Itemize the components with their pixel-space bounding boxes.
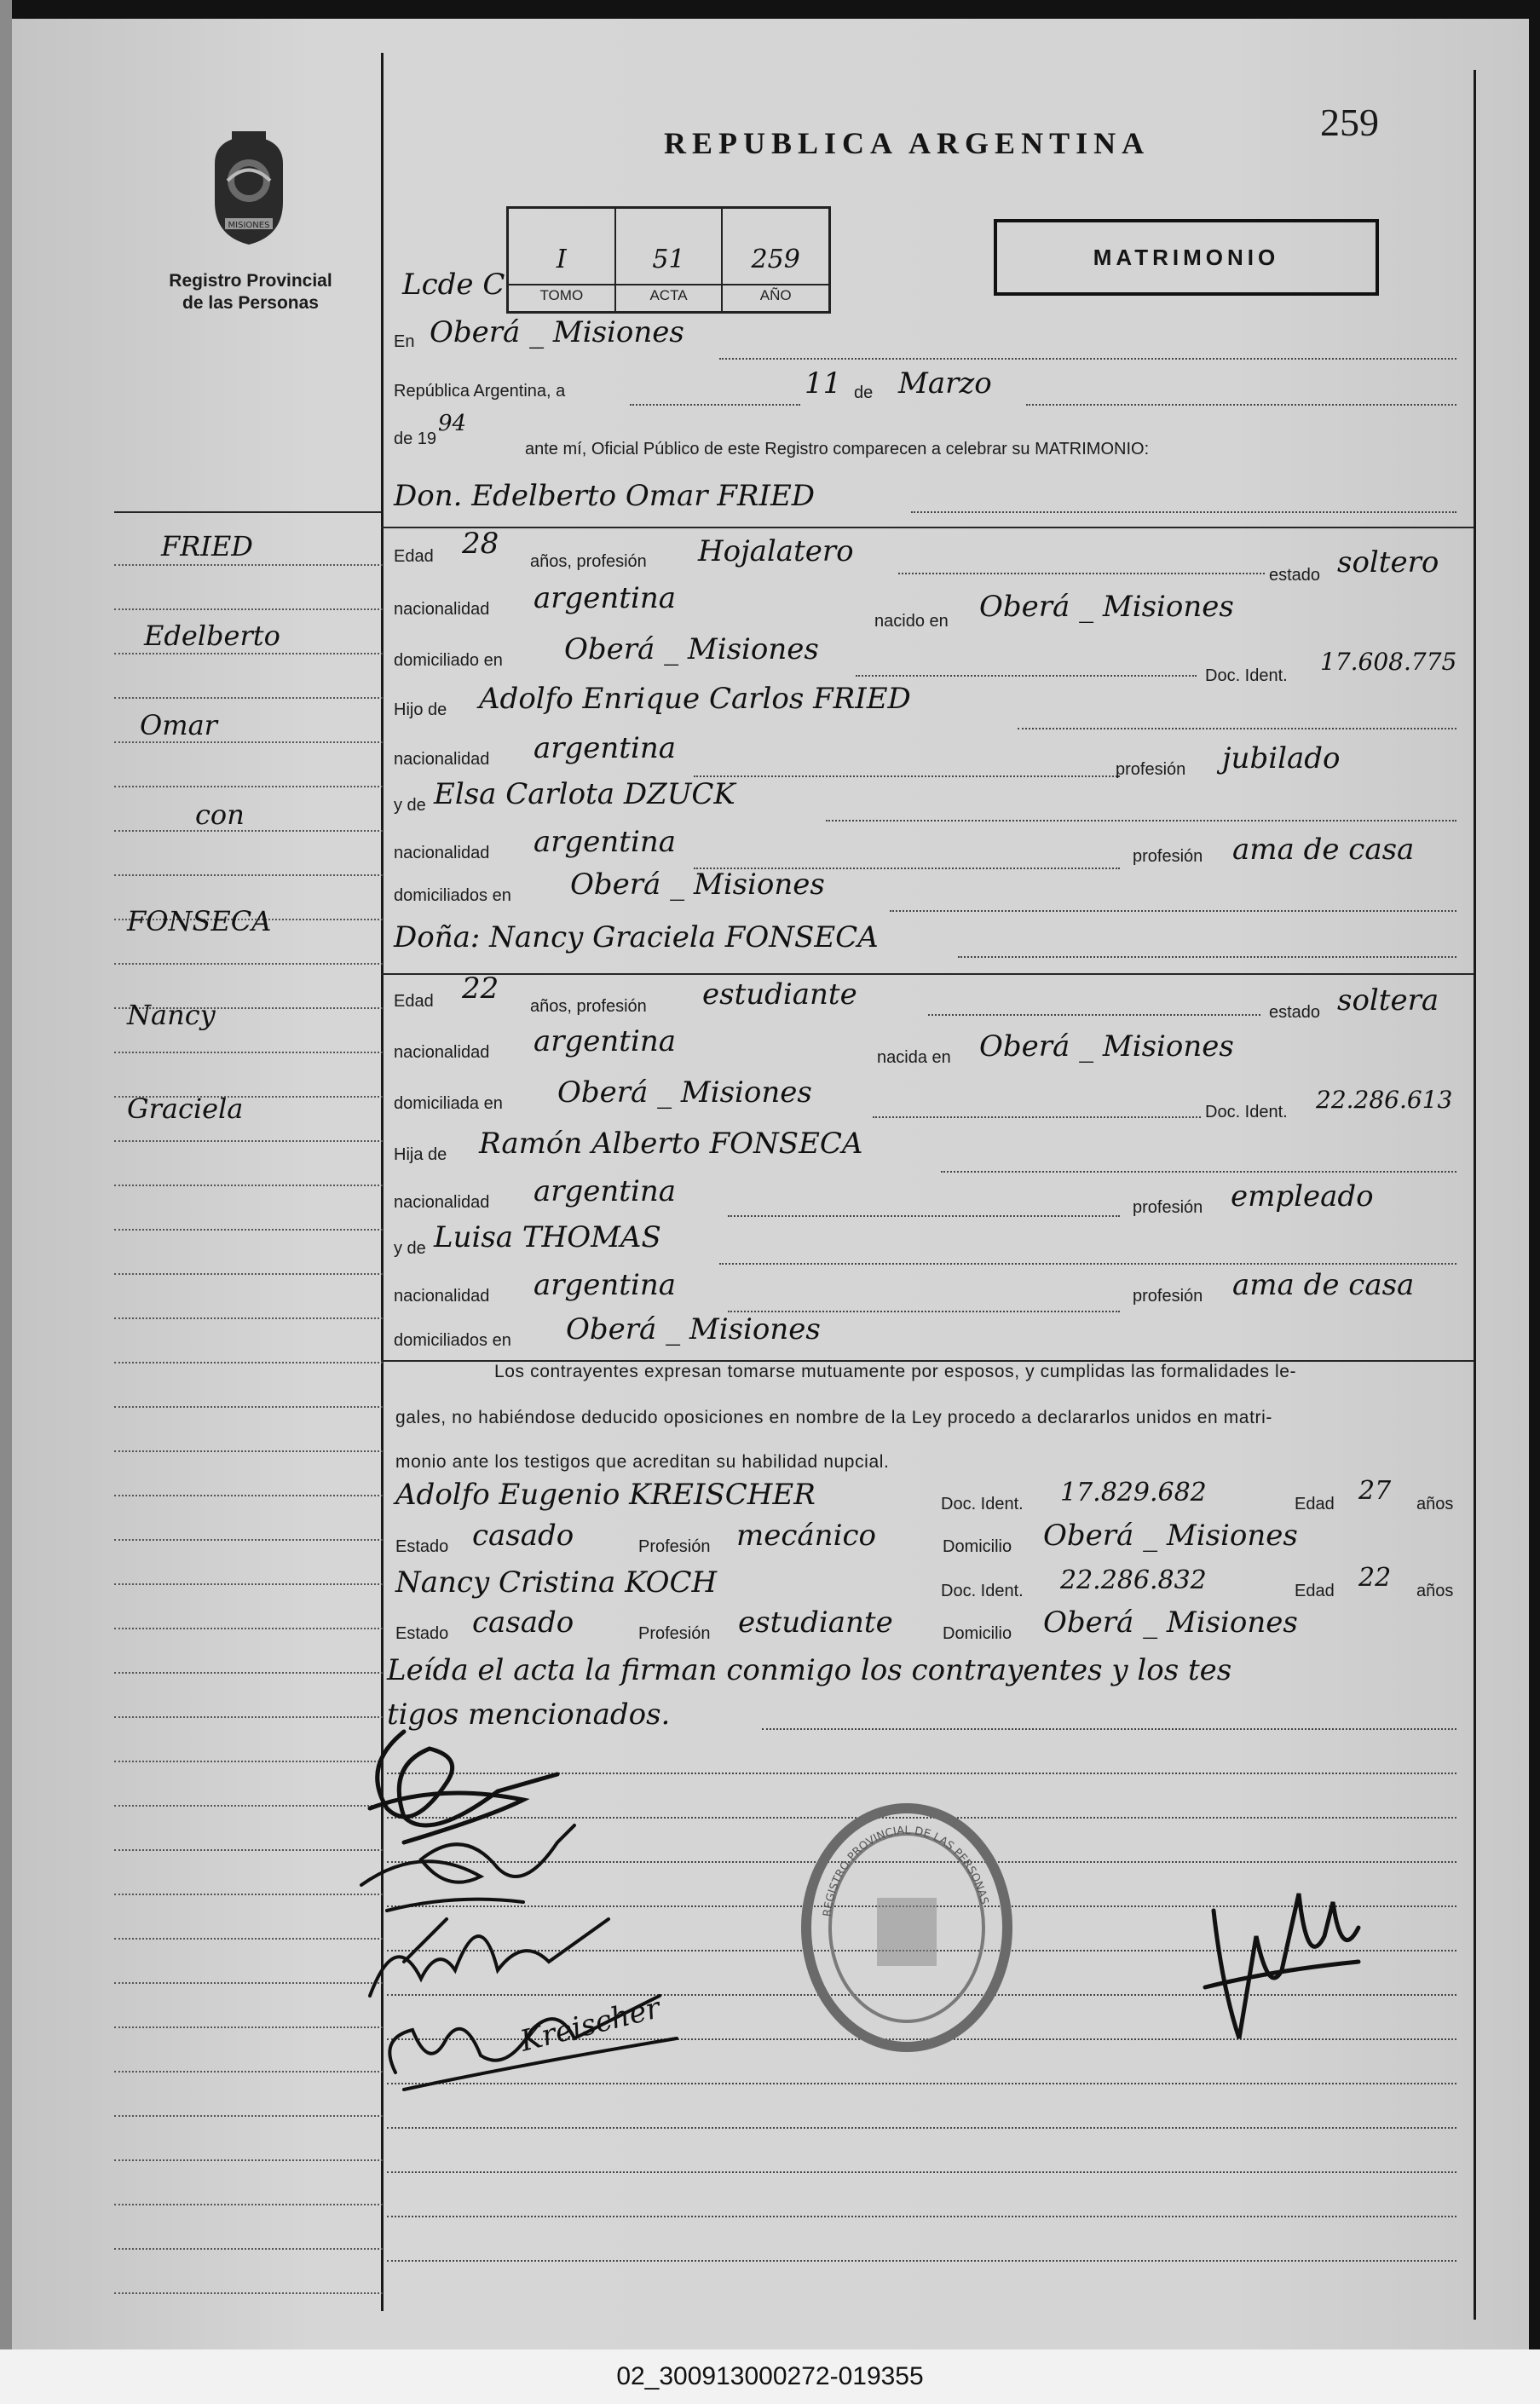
bride-hija-label: Hija de (394, 1145, 447, 1164)
bride-madre-nac: argentina (534, 1268, 677, 1302)
groom-nacionalidad: argentina (534, 581, 677, 615)
year-suffix: 94 (438, 411, 467, 436)
sidebar-bride-first: Nancy (127, 999, 216, 1031)
groom-madre-nac-label: nacionalidad (394, 844, 490, 862)
witness2-doc-label: Doc. Ident. (941, 1582, 1024, 1600)
groom-domicilio-label: domiciliado en (394, 651, 503, 670)
groom-padre-nac: argentina (534, 731, 677, 765)
bride-y-de-label: y de (394, 1239, 426, 1258)
bride-doc-label: Doc. Ident. (1205, 1103, 1288, 1121)
opening-month: Marzo (898, 366, 992, 401)
registry-page (12, 19, 1529, 2349)
groom-hijo-label: Hijo de (394, 700, 447, 719)
book-reference: Lcde C (402, 268, 505, 302)
witness1-name: Adolfo Eugenio KREISCHER (395, 1478, 816, 1512)
anio-cell (723, 209, 828, 311)
acta-value: 51 (652, 245, 685, 274)
bride-nacida-label: nacida en (877, 1048, 951, 1067)
groom-profesion-label: años, profesión (530, 552, 647, 571)
image-id-footer: 02_300913000272-019355 (0, 2349, 1540, 2404)
groom-estado: soltero (1337, 545, 1439, 579)
year-prefix: de 19 (394, 429, 437, 448)
acta-label: ACTA (616, 284, 722, 304)
bride-edad: 22 (462, 971, 499, 1006)
tomo-label: TOMO (509, 284, 614, 304)
groom-estado-label: estado (1269, 566, 1321, 585)
witness2-anos-label: años (1416, 1582, 1454, 1600)
witness1-doc-label: Doc. Ident. (941, 1495, 1024, 1513)
witness2-doc: 22.286.832 (1060, 1565, 1207, 1595)
sidebar-groom-middle: Omar (140, 709, 217, 741)
groom-nacido-label: nacido en (874, 612, 949, 631)
bride-padre-prof: empleado (1231, 1179, 1374, 1214)
official-signature (1205, 1894, 1358, 2038)
witness2-profesion-label: Profesión (638, 1624, 711, 1643)
opening-day: 11 (805, 366, 842, 401)
seal-label: MISIONES (228, 221, 270, 230)
bride-padre-nac: argentina (534, 1174, 677, 1208)
groom-padre-prof: jubilado (1222, 741, 1341, 775)
reference-table (506, 206, 831, 314)
sidebar-bride-middle: Graciela (127, 1092, 244, 1125)
witness2-domicilio-label: Domicilio (943, 1624, 1012, 1643)
groom-doc-label: Doc. Ident. (1205, 666, 1288, 685)
groom-domicilio: Oberá _ Misiones (564, 632, 819, 666)
sidebar-top-rule (114, 511, 381, 513)
bride-madre: Luisa THOMAS (434, 1220, 661, 1254)
witness1-signature (370, 1919, 609, 1996)
groom-y-de-label: y de (394, 796, 426, 815)
witness2-estado: casado (472, 1606, 574, 1640)
en-label: En (394, 332, 415, 351)
witness2-signature-text: Kreischer (516, 1991, 664, 2059)
groom-madre: Elsa Carlota DZUCK (434, 777, 735, 811)
witness1-domicilio-label: Domicilio (943, 1537, 1012, 1556)
bride-nacionalidad: argentina (534, 1024, 677, 1058)
witness2-edad: 22 (1358, 1563, 1392, 1593)
groom-profesion: Hojalatero (698, 534, 854, 568)
stamp-label: REGISTRO PROVINCIAL DE LAS PERSONAS (821, 1824, 991, 1917)
witness1-profesion: mecánico (736, 1519, 876, 1553)
witness2-domicilio: Oberá _ Misiones (1043, 1606, 1298, 1640)
witness1-estado: casado (472, 1519, 574, 1553)
page-title: REPUBLICA ARGENTINA (664, 126, 1151, 160)
bride-domicilio-label: domiciliada en (394, 1094, 503, 1113)
en-value: Oberá _ Misiones (430, 315, 684, 349)
groom-domiciliados: Oberá _ Misiones (570, 868, 825, 902)
opening-statement: ante mí, Oficial Público de este Registro comparecen a celebrar su MATRIMONIO: (525, 440, 1150, 458)
bride-nac-label: nacionalidad (394, 1043, 490, 1062)
witness2-profesion: estudiante (738, 1606, 893, 1640)
witness1-domicilio: Oberá _ Misiones (1043, 1519, 1298, 1553)
groom-madre-prof: ama de casa (1232, 833, 1415, 867)
sidebar-bride-surname: FONSECA (127, 905, 272, 937)
bride-padre: Ramón Alberto FONSECA (479, 1127, 863, 1161)
groom-signature (370, 1732, 557, 1842)
page-number: 259 (1320, 101, 1379, 144)
bride-edad-label: Edad (394, 992, 434, 1011)
closing-line-1: Leída el acta la firman conmigo los contrayentes y los tes (387, 1653, 1232, 1687)
groom-padre-nac-label: nacionalidad (394, 750, 490, 769)
registry-name-line2: de las Personas (182, 293, 319, 313)
groom-madre-prof-label: profesión (1133, 847, 1203, 866)
bride-profesion: estudiante (702, 977, 857, 1012)
registry-name (148, 270, 353, 314)
groom-nacido: Oberá _ Misiones (979, 590, 1234, 624)
bride-doc: 22.286.613 (1316, 1086, 1453, 1114)
declaration-line-2: gales, no habiéndose deducido oposiciones en nombre de la Ley procedo a declararlos unidos en matri- (395, 1408, 1272, 1427)
anio-label: AÑO (723, 284, 828, 304)
witness1-estado-label: Estado (395, 1537, 449, 1556)
provincial-seal-icon (198, 130, 300, 249)
bride-domiciliados-label: domiciliados en (394, 1331, 511, 1350)
bride-padre-nac-label: nacionalidad (394, 1193, 490, 1212)
tomo-value: I (556, 245, 567, 274)
witness1-doc: 17.829.682 (1060, 1478, 1207, 1508)
witness1-edad-label: Edad (1295, 1495, 1335, 1513)
bride-signature (361, 1825, 574, 1911)
witness2-estado-label: Estado (395, 1624, 449, 1643)
groom-edad-label: Edad (394, 547, 434, 566)
sidebar-con: con (195, 798, 245, 831)
groom-name: Don. Edelberto Omar FRIED (394, 479, 816, 513)
bride-name: Doña: Nancy Graciela FONSECA (394, 920, 879, 954)
bride-madre-prof-label: profesión (1133, 1287, 1203, 1306)
groom-padre-prof-label: profesión (1116, 760, 1186, 779)
witness1-profesion-label: Profesión (638, 1537, 711, 1556)
groom-domiciliados-label: domiciliados en (394, 886, 511, 905)
anio-value: 259 (751, 245, 800, 274)
witness2-name: Nancy Cristina KOCH (395, 1565, 718, 1600)
bride-nacida: Oberá _ Misiones (979, 1029, 1234, 1064)
sidebar-groom-first: Edelberto (144, 620, 280, 652)
sidebar-groom-surname: FRIED (161, 530, 253, 562)
opening-de-label: de (854, 383, 874, 402)
bride-estado-label: estado (1269, 1003, 1321, 1022)
closing-line-2: tigos mencionados. (387, 1698, 671, 1732)
groom-madre-nac: argentina (534, 825, 677, 859)
registry-name-line1: Registro Provincial (169, 271, 332, 291)
republica-label: República Argentina, a (394, 382, 566, 401)
bride-madre-prof: ama de casa (1232, 1268, 1415, 1302)
official-stamp (806, 1808, 1007, 2047)
act-type-box: MATRIMONIO (994, 219, 1379, 296)
groom-nac-label: nacionalidad (394, 600, 490, 619)
signatures-and-stamp (353, 1715, 1461, 2124)
groom-padre: Adolfo Enrique Carlos FRIED (479, 682, 911, 716)
witness1-anos-label: años (1416, 1495, 1454, 1513)
bride-domiciliados: Oberá _ Misiones (566, 1312, 821, 1346)
tomo-cell (509, 209, 616, 311)
right-margin-line (1474, 70, 1476, 2320)
groom-doc: 17.608.775 (1320, 648, 1457, 676)
bride-estado: soltera (1337, 983, 1439, 1018)
acta-cell (616, 209, 724, 311)
groom-edad: 28 (462, 527, 499, 561)
bride-padre-prof-label: profesión (1133, 1198, 1203, 1217)
witness1-edad: 27 (1358, 1476, 1392, 1506)
bride-domicilio: Oberá _ Misiones (557, 1075, 812, 1110)
page-edge (0, 0, 12, 2352)
witness2-edad-label: Edad (1295, 1582, 1335, 1600)
declaration-line-3: monio ante los testigos que acreditan su habilidad nupcial. (395, 1452, 890, 1472)
bride-profesion-label: años, profesión (530, 997, 647, 1016)
bride-madre-nac-label: nacionalidad (394, 1287, 490, 1306)
declaration-line-1: Los contrayentes expresan tomarse mutuamente por esposos, y cumplidas las formalidades le- (494, 1362, 1297, 1381)
